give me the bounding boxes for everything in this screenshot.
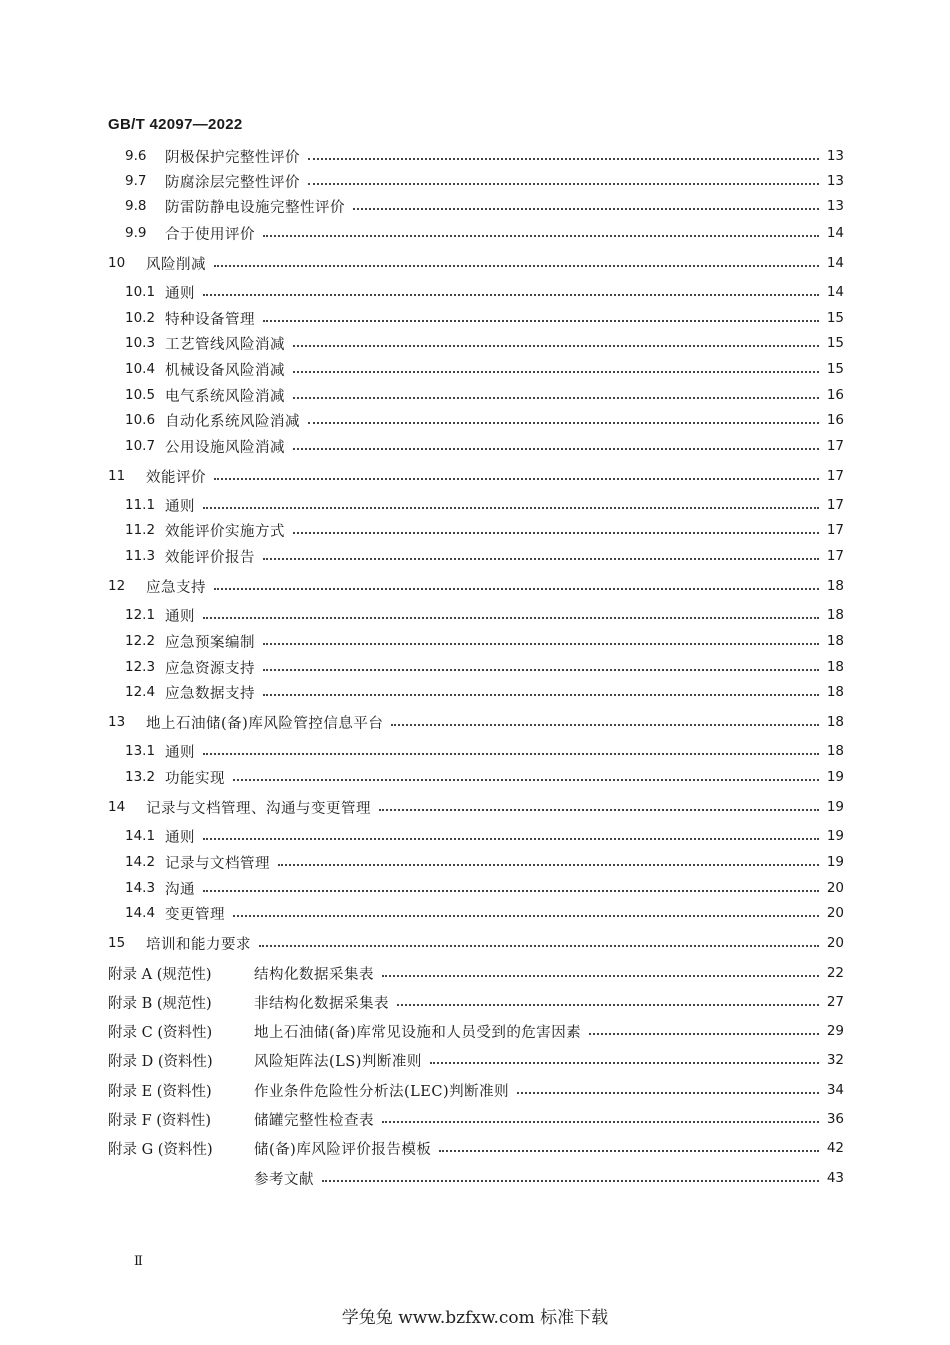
toc-entry-title: 公用设施风险消减 xyxy=(165,439,285,456)
toc-entry-number: 9.6 xyxy=(125,148,147,164)
toc-dot-leader xyxy=(391,724,818,726)
toc-entry[interactable] xyxy=(125,307,844,329)
toc-entry-page: 20 xyxy=(826,880,844,896)
toc-entry-page: 14 xyxy=(826,255,844,271)
toc-entry-page: 43 xyxy=(826,1170,844,1186)
toc-entry-title: 通则 xyxy=(165,285,195,302)
toc-entry-number: 附录 B (规范性) xyxy=(108,995,212,1012)
toc-dot-leader xyxy=(203,294,819,296)
toc-entry-title: 变更管理 xyxy=(165,906,225,923)
toc-entry-title: 效能评价 xyxy=(146,469,206,486)
toc-entry-page: 16 xyxy=(826,387,844,403)
toc-entry-title: 记录与文档管理、沟通与变更管理 xyxy=(146,800,371,817)
toc-entry-number: 13 xyxy=(108,714,126,730)
toc-entry-number: 14 xyxy=(108,799,126,815)
toc-entry-number: 10.1 xyxy=(125,284,156,300)
toc-entry[interactable] xyxy=(108,1020,844,1042)
toc-entry[interactable] xyxy=(125,222,844,244)
toc-entry-number: 附录 D (资料性) xyxy=(108,1053,213,1070)
toc-dot-leader xyxy=(214,265,819,267)
toc-entry-page: 13 xyxy=(826,173,844,189)
toc-entry-title: 记录与文档管理 xyxy=(165,855,270,872)
toc-entry-page: 18 xyxy=(826,659,844,675)
toc-entry-number: 12.4 xyxy=(125,684,156,700)
toc-entry[interactable] xyxy=(125,494,844,516)
toc-dot-leader xyxy=(203,617,819,619)
toc-entry-title: 阴极保护完整性评价 xyxy=(165,149,300,166)
toc-entry[interactable] xyxy=(125,435,844,457)
toc-entry-number: 13.1 xyxy=(125,743,156,759)
toc-dot-leader xyxy=(589,1033,819,1035)
toc-entry-page: 22 xyxy=(826,965,844,981)
toc-entry[interactable] xyxy=(125,358,844,380)
toc-entry[interactable] xyxy=(125,656,844,678)
toc-entry-title: 应急资源支持 xyxy=(165,660,255,677)
toc-entry-page: 15 xyxy=(826,310,844,326)
toc-entry-title: 通则 xyxy=(165,498,195,515)
toc-entry-page: 18 xyxy=(826,714,844,730)
toc-entry-title: 结构化数据采集表 xyxy=(254,966,374,983)
toc-entry-number: 12.3 xyxy=(125,659,156,675)
toc-dot-leader xyxy=(263,235,819,237)
toc-entry-title: 防雷防静电设施完整性评价 xyxy=(165,199,345,216)
toc-entry-title: 地上石油储(备)库风险管控信息平台 xyxy=(146,715,384,732)
toc-entry[interactable] xyxy=(125,877,844,899)
toc-dot-leader xyxy=(430,1062,819,1064)
toc-dot-leader xyxy=(308,158,819,160)
toc-entry-number: 13.2 xyxy=(125,769,156,785)
toc-dot-leader xyxy=(382,975,819,977)
toc-dot-leader xyxy=(439,1150,818,1152)
toc-entry-number: 14.4 xyxy=(125,905,156,921)
toc-entry[interactable] xyxy=(108,1167,844,1189)
toc-dot-leader xyxy=(263,669,819,671)
toc-entry-number: 附录 A (规范性) xyxy=(108,966,212,983)
toc-dot-leader xyxy=(263,643,819,645)
toc-entry[interactable] xyxy=(125,170,844,192)
toc-entry-number: 14.2 xyxy=(125,854,156,870)
toc-entry-page: 13 xyxy=(826,148,844,164)
toc-entry-number: 12.2 xyxy=(125,633,156,649)
toc-dot-leader xyxy=(308,183,819,185)
toc-entry[interactable] xyxy=(108,575,844,597)
toc-entry-title: 效能评价实施方式 xyxy=(165,523,285,540)
toc-entry[interactable] xyxy=(125,545,844,567)
toc-entry[interactable] xyxy=(108,796,844,818)
toc-entry[interactable] xyxy=(108,1079,844,1101)
toc-entry-number: 附录 E (资料性) xyxy=(108,1083,212,1100)
toc-entry-page: 13 xyxy=(826,198,844,214)
toc-entry-page: 18 xyxy=(826,607,844,623)
toc-entry[interactable] xyxy=(108,991,844,1013)
toc-entry-page: 34 xyxy=(826,1082,844,1098)
toc-entry-number: 12.1 xyxy=(125,607,156,623)
toc-entry-title: 非结构化数据采集表 xyxy=(254,995,389,1012)
toc-entry-number: 9.8 xyxy=(125,198,147,214)
toc-entry-number: 附录 G (资料性) xyxy=(108,1141,213,1158)
toc-entry-title: 通则 xyxy=(165,744,195,761)
toc-entry-page: 19 xyxy=(826,769,844,785)
toc-entry-page: 17 xyxy=(826,468,844,484)
toc-entry-page: 17 xyxy=(826,522,844,538)
toc-dot-leader xyxy=(278,864,819,866)
toc-dot-leader xyxy=(203,753,819,755)
toc-entry-number: 10.7 xyxy=(125,438,156,454)
toc-entry-number: 10.4 xyxy=(125,361,156,377)
toc-entry-number: 10 xyxy=(108,255,126,271)
toc-dot-leader xyxy=(203,890,819,892)
toc-entry-title: 参考文献 xyxy=(254,1171,314,1188)
toc-entry-page: 17 xyxy=(826,497,844,513)
toc-dot-leader xyxy=(233,779,819,781)
toc-entry-page: 19 xyxy=(826,799,844,815)
toc-entry[interactable] xyxy=(125,145,844,167)
toc-entry-number: 9.7 xyxy=(125,173,147,189)
toc-entry[interactable] xyxy=(125,766,844,788)
toc-entry-page: 29 xyxy=(826,1023,844,1039)
toc-entry[interactable] xyxy=(108,465,844,487)
toc-entry[interactable] xyxy=(125,681,844,703)
toc-entry[interactable] xyxy=(108,711,844,733)
toc-entry-title: 电气系统风险消减 xyxy=(165,388,285,405)
toc-dot-leader xyxy=(293,532,819,534)
toc-entry-number: 14.1 xyxy=(125,828,156,844)
toc-dot-leader xyxy=(517,1092,819,1094)
page-number: Ⅱ xyxy=(134,1254,143,1269)
watermark-text: 学兔兔 www.bzfxw.com 标准下载 xyxy=(341,1308,609,1328)
toc-entry-title: 自动化系统风险消减 xyxy=(165,413,300,430)
toc-entry-page: 14 xyxy=(826,284,844,300)
toc-dot-leader xyxy=(214,478,819,480)
toc-entry-title: 风险削减 xyxy=(146,256,206,273)
toc-entry-title: 培训和能力要求 xyxy=(146,936,251,953)
toc-dot-leader xyxy=(203,838,819,840)
toc-entry[interactable] xyxy=(125,195,844,217)
toc-entry-page: 17 xyxy=(826,438,844,454)
toc-dot-leader xyxy=(353,208,819,210)
toc-dot-leader xyxy=(293,397,819,399)
toc-entry[interactable] xyxy=(108,1137,844,1159)
toc-entry-number: 12 xyxy=(108,578,126,594)
toc-entry[interactable] xyxy=(108,962,844,984)
toc-entry-page: 20 xyxy=(826,935,844,951)
toc-entry-number: 10.6 xyxy=(125,412,156,428)
toc-entry[interactable] xyxy=(108,252,844,274)
toc-entry[interactable] xyxy=(125,604,844,626)
toc-dot-leader xyxy=(308,422,819,424)
toc-entry-page: 15 xyxy=(826,335,844,351)
toc-entry-title: 作业条件危险性分析法(LEC)判断准则 xyxy=(254,1083,510,1100)
toc-entry-page: 14 xyxy=(826,225,844,241)
toc-entry-title: 防腐涂层完整性评价 xyxy=(165,174,300,191)
toc-entry-page: 18 xyxy=(826,743,844,759)
toc-entry-title: 特种设备管理 xyxy=(165,311,255,328)
toc-entry-number: 14.3 xyxy=(125,880,156,896)
toc-entry[interactable] xyxy=(125,740,844,762)
toc-entry-page: 42 xyxy=(826,1140,844,1156)
toc-entry-title: 应急支持 xyxy=(146,579,206,596)
toc-entry[interactable] xyxy=(108,1049,844,1071)
toc-entry-number: 11.3 xyxy=(125,548,156,564)
toc-entry-page: 19 xyxy=(826,828,844,844)
toc-entry-title: 地上石油储(备)库常见设施和人员受到的危害因素 xyxy=(254,1024,582,1041)
standard-code: GB/T 42097—2022 xyxy=(108,116,243,133)
toc-entry-page: 15 xyxy=(826,361,844,377)
toc-dot-leader xyxy=(379,809,819,811)
toc-entry-page: 32 xyxy=(826,1052,844,1068)
toc-entry-number: 11 xyxy=(108,468,126,484)
toc-entry-title: 通则 xyxy=(165,608,195,625)
toc-entry[interactable] xyxy=(125,409,844,431)
toc-entry-number: 9.9 xyxy=(125,225,147,241)
toc-entry-title: 沟通 xyxy=(165,881,195,898)
toc-entry-page: 18 xyxy=(826,633,844,649)
toc-dot-leader xyxy=(233,915,819,917)
toc-entry-number: 15 xyxy=(108,935,126,951)
toc-entry-page: 18 xyxy=(826,684,844,700)
toc-entry-number: 11.2 xyxy=(125,522,156,538)
toc-entry-page: 16 xyxy=(826,412,844,428)
toc-dot-leader xyxy=(397,1004,819,1006)
toc-entry[interactable] xyxy=(125,519,844,541)
toc-entry[interactable] xyxy=(125,384,844,406)
toc-entry-title: 储罐完整性检查表 xyxy=(254,1112,374,1129)
toc-entry-title: 通则 xyxy=(165,829,195,846)
toc-dot-leader xyxy=(322,1180,819,1182)
toc-entry-page: 20 xyxy=(826,905,844,921)
toc-dot-leader xyxy=(293,345,819,347)
toc-entry-title: 风险矩阵法(LS)判断准则 xyxy=(254,1053,422,1070)
toc-entry-page: 36 xyxy=(826,1111,844,1127)
toc-entry-number: 10.5 xyxy=(125,387,156,403)
toc-entry-title: 机械设备风险消减 xyxy=(165,362,285,379)
toc-dot-leader xyxy=(293,371,819,373)
toc-entry-number: 11.1 xyxy=(125,497,156,513)
toc-entry-title: 工艺管线风险消减 xyxy=(165,336,285,353)
toc-entry-page: 18 xyxy=(826,578,844,594)
toc-entry-number: 附录 F (资料性) xyxy=(108,1112,212,1129)
toc-entry[interactable] xyxy=(125,902,844,924)
toc-entry-number: 10.3 xyxy=(125,335,156,351)
toc-entry[interactable] xyxy=(125,630,844,652)
toc-entry-title: 合于使用评价 xyxy=(165,226,255,243)
toc-entry-title: 储(备)库风险评价报告模板 xyxy=(254,1141,432,1158)
toc-dot-leader xyxy=(382,1121,819,1123)
toc-entry-page: 19 xyxy=(826,854,844,870)
toc-entry[interactable] xyxy=(108,932,844,954)
toc-dot-leader xyxy=(263,320,819,322)
toc-entry[interactable] xyxy=(108,1108,844,1130)
toc-entry-page: 17 xyxy=(826,548,844,564)
toc-entry[interactable] xyxy=(125,281,844,303)
toc-entry[interactable] xyxy=(125,851,844,873)
toc-entry-number: 附录 C (资料性) xyxy=(108,1024,213,1041)
toc-dot-leader xyxy=(263,694,819,696)
toc-entry-page: 27 xyxy=(826,994,844,1010)
toc-entry-title: 效能评价报告 xyxy=(165,549,255,566)
toc-entry[interactable] xyxy=(125,332,844,354)
toc-dot-leader xyxy=(263,558,819,560)
toc-entry[interactable] xyxy=(125,825,844,847)
toc-dot-leader xyxy=(214,588,819,590)
toc-dot-leader xyxy=(259,945,819,947)
toc-dot-leader xyxy=(203,507,819,509)
toc-entry-number: 10.2 xyxy=(125,310,156,326)
toc-entry-title: 功能实现 xyxy=(165,770,225,787)
toc-entry-title: 应急数据支持 xyxy=(165,685,255,702)
toc-entry-title: 应急预案编制 xyxy=(165,634,255,651)
toc-dot-leader xyxy=(293,448,819,450)
